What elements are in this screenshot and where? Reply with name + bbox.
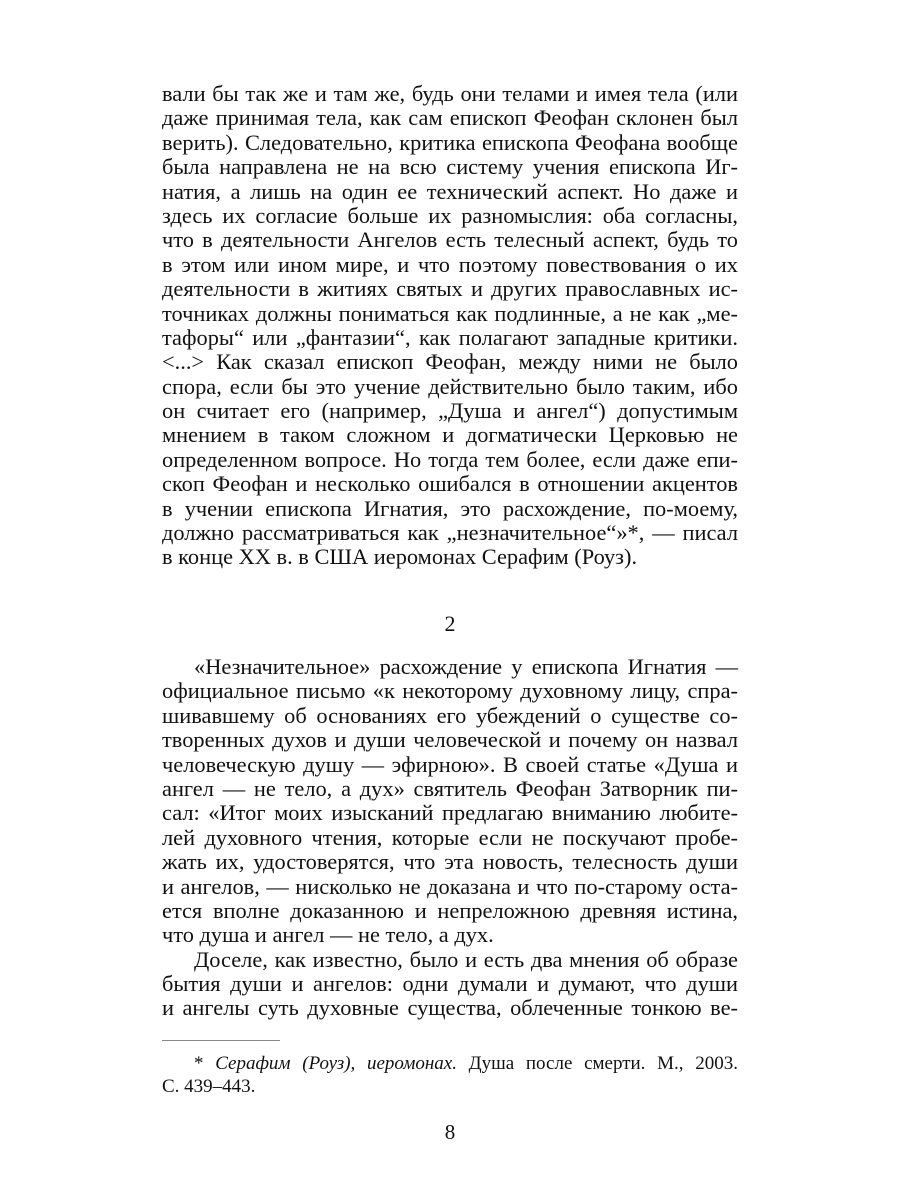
- page-number: 8: [444, 1120, 456, 1144]
- text-line: сал: «Итог моих изысканий предлагаю вниманию любите-: [162, 800, 738, 826]
- text-line: что в деятельности Ангелов есть телесный аспект, будь то: [162, 227, 738, 253]
- text-line: здесь их согласие больше их разномыслия: оба согласны,: [162, 202, 738, 228]
- text-line: в этом или ином мире, и что поэтому повествования о их: [162, 251, 738, 277]
- text-line: спора, если бы это учение действительно было таким, ибо: [162, 373, 738, 399]
- text-line: верить). Следовательно, критика епископа Феофана вообще: [162, 129, 738, 155]
- text-line: ется вполне доказанною и непреложною древняя истина,: [162, 897, 738, 923]
- text-line: скоп Феофан и несколько ошибался в отношении акцентов: [162, 471, 738, 497]
- text-line: мнением в таком сложном и догматически Церковью не: [162, 422, 738, 448]
- text-line: вали бы так же и там же, будь они телами и имея тела (или: [162, 81, 738, 106]
- footnote-divider: [162, 1040, 280, 1041]
- text-line: даже принимая тела, как сам епископ Феофан склонен был: [162, 105, 738, 131]
- text-line: и ангелов, — нисколько не доказана и что по-старому оста-: [162, 873, 738, 899]
- text-line: лей духовного чтения, которые если не поскучают пробе-: [162, 824, 738, 850]
- text-line: официальное письмо «к некоторому духовному лицу, спра-: [162, 678, 738, 704]
- text-line: должно рассматриваться как „незначительное“»*, — писал: [162, 520, 738, 546]
- text-line: шивавшему об основаниях его убеждений о существе со-: [162, 702, 738, 728]
- text-line: деятельности в житиях святых и других православных ис-: [162, 276, 738, 302]
- text-line: что душа и ангел — не тело, а дух.: [162, 922, 494, 948]
- footnote-marker: *: [194, 1053, 216, 1074]
- text-line: ангел — не тело, а дух» святитель Феофан Затворник пи-: [162, 775, 738, 801]
- section-number: 2: [444, 611, 456, 636]
- text-line: была направлена не на всю систему учения епископа Иг-: [162, 154, 738, 180]
- top-paragraph: [162, 82, 738, 570]
- text-line: и ангелы суть духовные существа, облеченные тонкою ве-: [162, 995, 738, 1021]
- footnote-citation: Душа после смерти. М., 2003.: [456, 1053, 738, 1074]
- text-line: точниках должны пониматься как подлинные, а не как „ме-: [162, 300, 738, 326]
- text-line: в конце XX в. в США иеромонах Серафим (Роуз).: [162, 544, 638, 570]
- text-line: жать их, удостоверятся, что эта новость, телесность души: [162, 849, 738, 875]
- text-line: он считает его (например, „Душа и ангел“) допустимым: [162, 398, 738, 424]
- text-line: тафоры“ или „фантазии“, как полагают западные критики.: [162, 324, 738, 350]
- text-line: бытия души и ангелов: одни думали и думают, что души: [162, 971, 738, 997]
- footnote-author: Серафим (Роуз), иеромонах.: [215, 1053, 457, 1074]
- text-line: определенном вопросе. Но тогда тем более, если даже епи-: [162, 446, 738, 472]
- text-line: «Незначительное» расхождение у епископа Игнатия —: [194, 654, 738, 679]
- text-line: натия, а лишь на один ее технический аспект. Но даже и: [162, 178, 738, 204]
- text-line: <...> Как сказал епископ Феофан, между ними не было: [162, 349, 738, 375]
- footnote-pages: С. 439–443.: [162, 1076, 256, 1097]
- footnote-line: [162, 1052, 738, 1075]
- main-text: [162, 655, 738, 1021]
- text-line: в учении епископа Игнатия, это расхождение, по-моему,: [162, 495, 738, 521]
- text-line: Доселе, как известно, было и есть два мнения об образе: [194, 946, 738, 972]
- text-line: творенных духов и души человеческой и почему он назвал: [162, 727, 738, 753]
- text-line: человеческую душу — эфирною». В своей статье «Душа и: [162, 751, 738, 777]
- footnote: [162, 1052, 738, 1098]
